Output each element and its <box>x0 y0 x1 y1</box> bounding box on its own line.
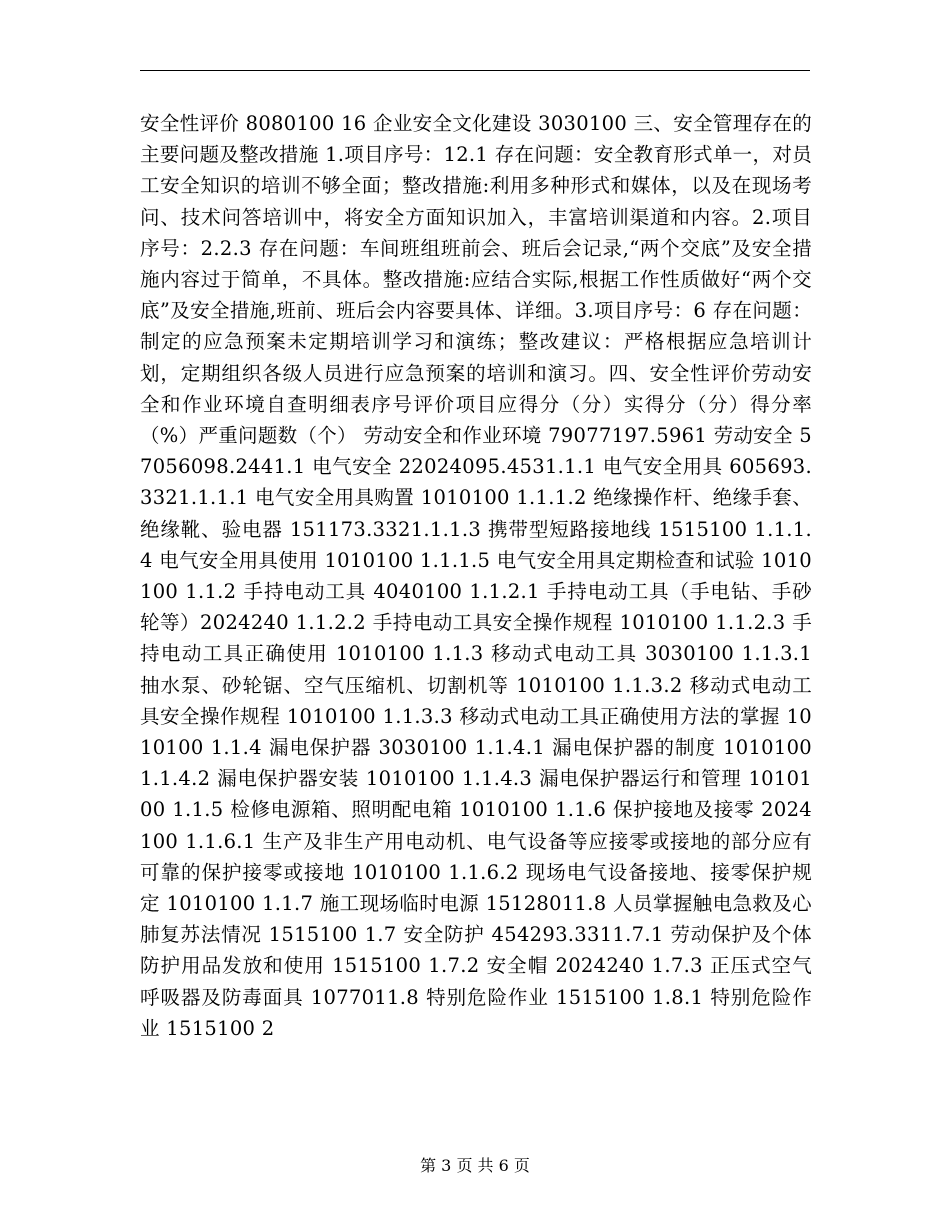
header-rule <box>140 70 810 71</box>
page-footer: 第 3 页 共 6 页 <box>420 1156 530 1175</box>
body-paragraph: 安全性评价 8080100 16 企业安全文化建设 3030100 三、安全管理存在的主要问题及整改措施 1.项目序号：12.1 存在问题：安全教育形式单一，对员工安全知识的培训不够全面；整改措施:利用多种形式和媒体，以及在现场考问、技术问答培训中，将安全方面知识加入，丰富培训渠道和内容。2.项目序号：2.2.3 存在问题：车间班组班前会、班后会记录,“两个交底”及安全措施内容过于简单，不具体。整改措施:应结合实际,根据工作性质做好“两个交底”及安全措施,班前、班后会内容要具体、详细。3.项目序号：6 存在问题：制定的应急预案未定期培训学习和演练；整改建议：严格根据应急培训计划，定期组织各级人员进行应急预案的培训和演习。四、安全性评价劳动安全和作业环境自查明细表序号评价项目应得分（分）实得分（分）得分率（%）严重问题数（个） 劳动安全和作业环境 79077197.5961 劳动安全 57056098.2441.1 电气安全 22024095.4531.1.1 电气安全用具 605693.3321.1.1.1 电气安全用具购置 1010100 1.1.1.2 绝缘操作杆、绝缘手套、绝缘靴、验电器 151173.3321.1.1.3 携带型短路接地线 1515100 1.1.1.4 电气安全用具使用 1010100 1.1.1.5 电气安全用具定期检查和试验 1010100 1.1.2 手持电动工具 4040100 1.1.2.1 手持电动工具（手电钻、手砂轮等）2024240 1.1.2.2 手持电动工具安全操作规程 1010100 1.1.2.3 手持电动工具正确使用 1010100 1.1.3 移动式电动工具 3030100 1.1.3.1 抽水泵、砂轮锯、空气压缩机、切割机等 1010100 1.1.3.2 移动式电动工具安全操作规程 1010100 1.1.3.3 移动式电动工具正确使用方法的掌握 1010100 1.1.4 漏电保护器 3030100 1.1.4.1 漏电保护器的制度 1010100 1.1.4.2 漏电保护器安装 1010100 1.1.4.3 漏电保护器运行和管理 1010100 1.1.5 检修电源箱、照明配电箱 1010100 1.1.6 保护接地及接零 2024100 1.1.6.1 生产及非生产用电动机、电气设备等应接零或接地的部分应有可靠的保护接零或接地 1010100 1.1.6.2 现场电气设备接地、接零保护规定 1010100 1.1.7 施工现场临时电源 15128011.8 人员掌握触电急救及心肺复苏法情况 1515100 1.7 安全防护 454293.3311.7.1 劳动保护及个体防护用品发放和使用 1515100 1.7.2 安全帽 2024240 1.7.3 正压式空气呼吸器及防毒面具 1077011.8 特别危险作业 1515100 1.8.1 特别危险作业 1515100 2 <box>140 112 812 1040</box>
